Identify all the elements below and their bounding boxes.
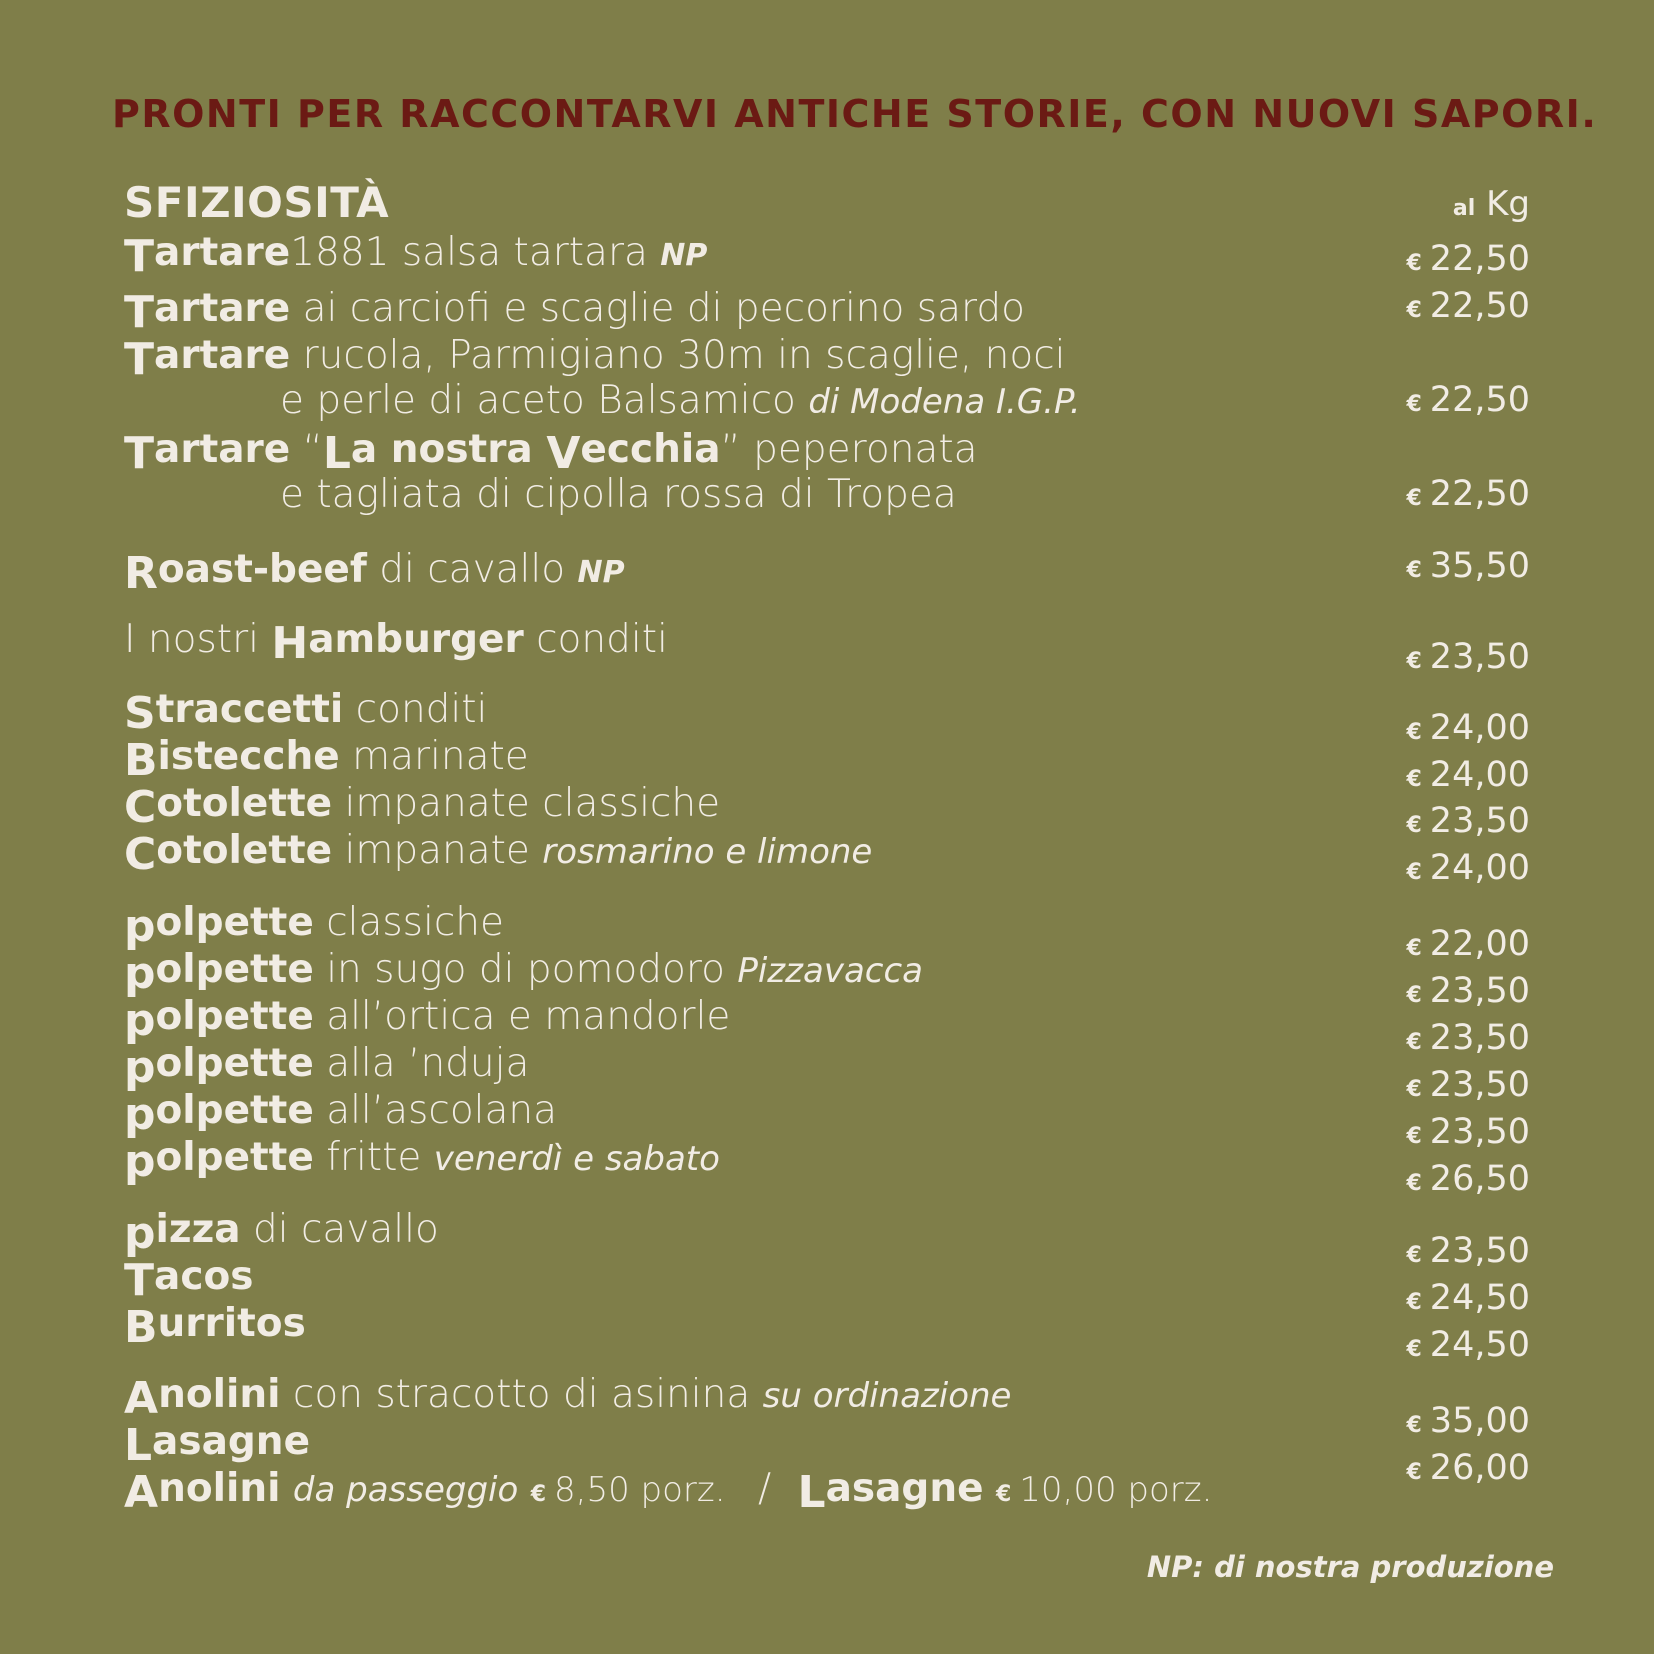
menu-item-polpette-ortica [124, 992, 731, 1046]
item-price: € 26,00 [1406, 1448, 1530, 1488]
item-name: Cotolette [124, 828, 333, 880]
unit-prefix: al [1452, 196, 1476, 221]
item-desc: 1881 salsa tartara [290, 230, 648, 275]
item-name: Burritos [124, 1301, 306, 1353]
item-desc: marinate [352, 734, 529, 779]
item-name: polpette [124, 1041, 314, 1093]
item-desc: di cavallo [253, 1207, 439, 1252]
item-price: € 23,50 [1406, 1231, 1530, 1271]
menu-item-tartare-carciofi [124, 284, 1025, 338]
footnote: NP: di nostra produzione [1146, 1550, 1554, 1584]
item-price: € 35,50 [1406, 546, 1530, 586]
item-subname: La nostra Vecchia [322, 427, 721, 479]
item-price: € 23,50 [1406, 971, 1530, 1011]
item-desc: impanate [344, 828, 530, 873]
item-name: Roast-beef [124, 547, 367, 599]
item-price: € 22,50 [1406, 286, 1530, 326]
item-desc: in sugo di pomodoro [326, 947, 725, 992]
menu-item-tacos [124, 1252, 254, 1306]
menu-item-tartare-vecchia-cont [280, 472, 957, 518]
item-price: € 23,50 [1406, 1065, 1530, 1105]
item-desc: classiche [326, 900, 504, 945]
item-price: € 22,50 [1406, 380, 1530, 420]
item-desc: all’ortica e mandorle [326, 994, 731, 1039]
item-desc: di cavallo [379, 547, 566, 592]
item-desc: ai carciofi e scaglie di pecorino sardo [302, 286, 1025, 331]
item-desc: impanate classiche [344, 781, 721, 826]
item-price: € 24,50 [1406, 1278, 1530, 1318]
item-name: Anolini [124, 1466, 281, 1518]
item-price: € 22,50 [1406, 474, 1530, 514]
item-name: polpette [124, 1088, 314, 1140]
unit-note [1453, 184, 1530, 224]
item-name: Tartare [124, 427, 291, 479]
item-desc-italic: su ordinazione [762, 1376, 1012, 1416]
np-badge: NP [577, 555, 625, 590]
item-desc: conditi [355, 687, 488, 732]
np-badge: NP [660, 238, 708, 273]
item-price: € 23,50 [1406, 637, 1530, 677]
menu-item-polpette-sugo [124, 945, 924, 999]
item-name: polpette [124, 1135, 314, 1187]
menu-item-lasagne [124, 1417, 311, 1471]
item-name: pizza [124, 1207, 241, 1259]
item-desc: peperonata [753, 427, 978, 472]
item-price: € 22,00 [1406, 924, 1530, 964]
item-desc-italic: da passeggio [292, 1470, 519, 1510]
item-desc: conditi [536, 617, 668, 662]
item-price: € 22,50 [1406, 239, 1530, 279]
menu-item-tartare-vecchia: Tartare “La nostra Vecchia” peperonata [124, 427, 978, 479]
item-price: € 24,00 [1406, 755, 1530, 795]
item-desc: all’ascolana [326, 1088, 558, 1133]
item-desc: alla ’nduja [326, 1041, 530, 1086]
item-desc: rucola, Parmigiano 30m in scaglie, noci [302, 333, 1066, 378]
item-desc: fritte [326, 1135, 422, 1180]
menu-item-burritos [124, 1299, 306, 1353]
unit-label: Kg [1486, 184, 1530, 224]
item-desc-cont: e tagliata di cipolla rossa di Tropea [280, 472, 957, 517]
menu-item-tartare-rucola [124, 331, 1066, 385]
headline: PRONTI PER RACCONTARVI ANTICHE STORIE, CON NUOVI SAPORI. [112, 92, 1598, 136]
item-desc-italic: rosmarino e limone [542, 832, 873, 872]
item-desc-italic: venerdì e sabato [433, 1139, 720, 1179]
item-desc: con stracotto di asinina [292, 1372, 751, 1417]
menu-item-hamburger [124, 615, 668, 669]
item-desc-italic: di Modena I.G.P. [808, 382, 1081, 422]
menu-item-tartare-rucola-cont [280, 378, 1081, 425]
item-price: € 23,50 [1406, 1112, 1530, 1152]
portion-price-2: 10,00 porz. [1019, 1470, 1213, 1510]
item-price: € 24,00 [1406, 848, 1530, 888]
item-name: polpette [124, 900, 314, 952]
menu-item-polpette-ascolana [124, 1086, 558, 1140]
menu-item-tartare-1881 [124, 228, 708, 282]
item-name: Tartare [124, 333, 291, 385]
item-name-2: Lasagne [797, 1466, 984, 1518]
menu-item-polpette-classiche [124, 898, 504, 952]
item-name: polpette [124, 947, 314, 999]
menu-item-cotolette-rosmarino [124, 826, 873, 880]
item-name: Cotolette [124, 781, 333, 833]
euro-sign: € [995, 1482, 1012, 1507]
item-name: Anolini [124, 1372, 281, 1424]
item-name: Bistecche [124, 734, 340, 786]
item-name: polpette [124, 994, 314, 1046]
item-price: € 26,50 [1406, 1159, 1530, 1199]
item-price: € 24,00 [1406, 708, 1530, 748]
item-prefix: I nostri [124, 617, 259, 662]
menu-item-pizza [124, 1205, 439, 1259]
item-price: € 23,50 [1406, 801, 1530, 841]
separator: / [757, 1466, 772, 1511]
section-title: SFIZIOSITÀ [124, 178, 390, 227]
menu-item-roast-beef [124, 545, 625, 599]
item-name: Tartare [124, 286, 291, 338]
item-name: Tartare [124, 230, 291, 282]
item-price: € 23,50 [1406, 1018, 1530, 1058]
item-name: Straccetti [124, 687, 344, 739]
menu-item-anolini [124, 1370, 1012, 1424]
item-price: € 24,50 [1406, 1325, 1530, 1365]
item-name: Tacos [124, 1254, 254, 1306]
item-desc-cont: e perle di aceto Balsamico [280, 378, 796, 423]
item-name: Hamburger [271, 617, 524, 669]
menu-item-polpette-fritte [124, 1133, 720, 1187]
portion-price: 8,50 porz. [554, 1470, 726, 1510]
item-desc-italic: Pizzavacca [737, 951, 924, 991]
item-name: Lasagne [124, 1419, 311, 1471]
menu-item-straccetti [124, 685, 488, 739]
menu-item-bistecche [124, 732, 529, 786]
menu-item-polpette-nduja [124, 1039, 530, 1093]
menu-item-cotolette-classiche [124, 779, 721, 833]
menu-item-da-passeggio [124, 1464, 1212, 1518]
item-price: € 35,00 [1406, 1401, 1530, 1441]
euro-sign: € [530, 1482, 547, 1507]
